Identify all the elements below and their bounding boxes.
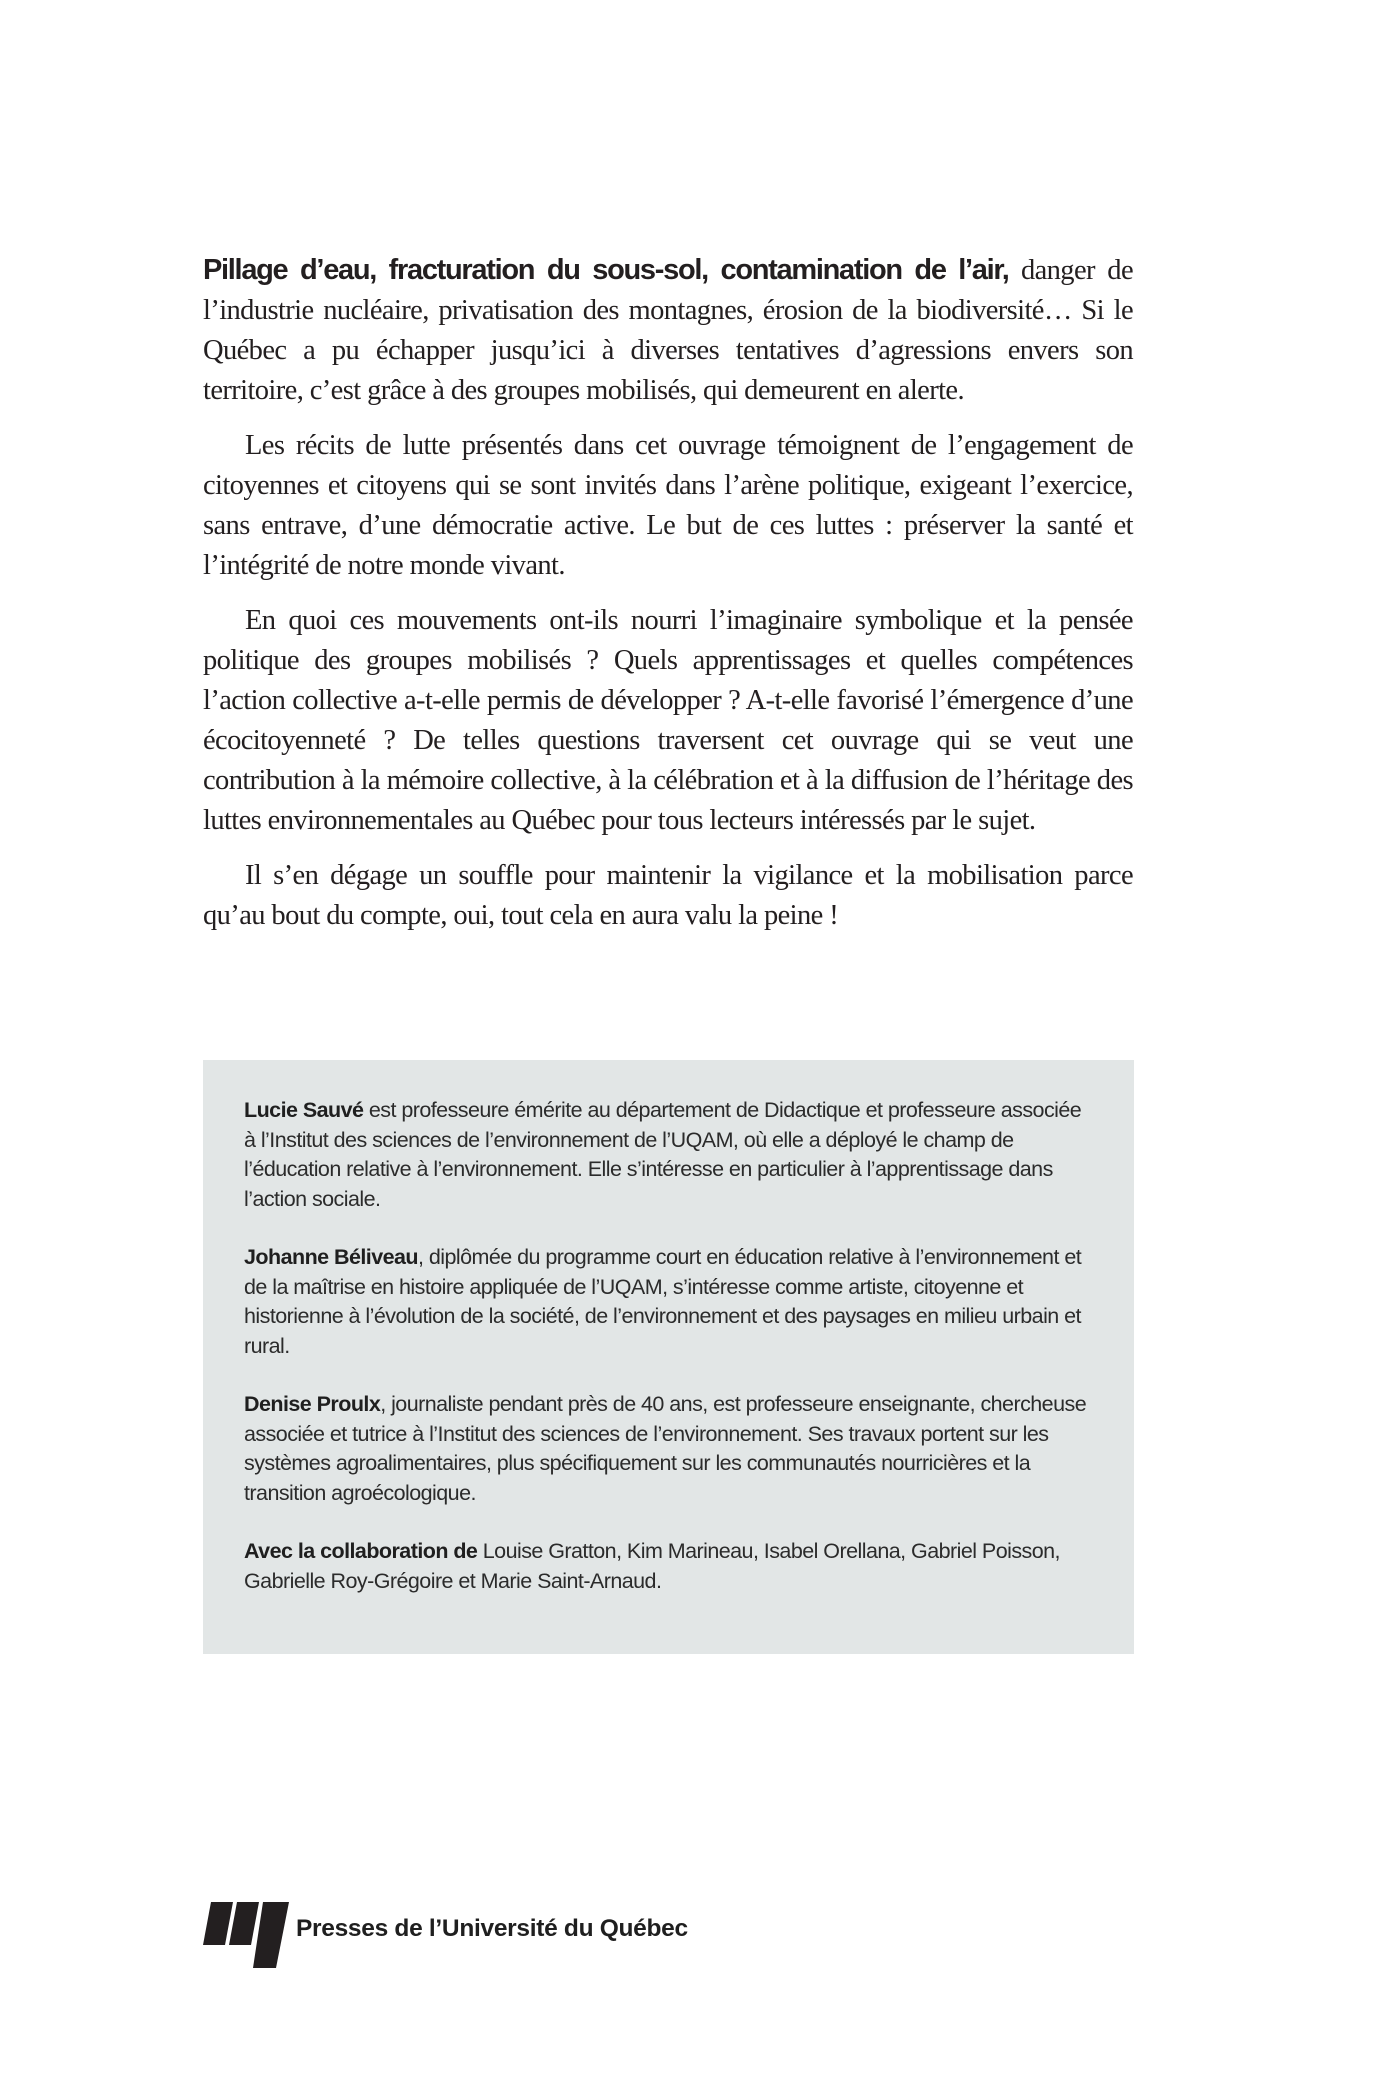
author-bio	[244, 1390, 1094, 1508]
intro-text: danger de l’industrie nucléaire, privatisation des montagnes, érosion de la biodiversité… Si le Québec a pu échapper jusqu’ici à diverses tentatives d’agressions envers son territoire, c’est grâce à des groupes mobilisés, qui demeurent en alerte.	[203, 255, 1133, 406]
author-description: , journaliste pendant près de 40 ans, est professeure enseignante, chercheuse associée et tutrice à l’Institut des sciences de l’environnement. Ses travaux portent sur les systèmes agroalimentaires, plus spécifiquement sur les communautés nourricières et la transition agroécologique.	[244, 1392, 1087, 1505]
author-bio	[244, 1096, 1094, 1214]
author-bio	[244, 1243, 1094, 1361]
paragraph: Il s’en dégage un souffle pour maintenir la vigilance et la mobilisation parce qu’au bout du compte, oui, tout cela en aura valu la peine !	[203, 860, 1133, 931]
author-bios-box	[203, 1060, 1134, 1654]
author-name: Johanne Béliveau	[244, 1245, 419, 1269]
collaborators	[244, 1537, 1094, 1596]
paragraph: En quoi ces mouvements ont-ils nourri l’imaginaire symbolique et la pensée politique des groupes mobilisés ? Quels apprentissages et quelles compétences l’action collective a-t-elle permis de développer ? A-t-elle favorisé l’émergence d’une écocitoyenneté ? De telles questions traversent cet ouvrage qui se veut une contribution à la mémoire collective, à la célébration et à la diffusion de l’héritage des luttes environnementales au Québec pour tous lecteurs intéressés par le sujet.	[203, 605, 1133, 836]
paragraph: Les récits de lutte présentés dans cet ouvrage témoignent de l’engagement de citoyennes et citoyens qui se sont invités dans l’arène politique, exigeant l’exercice, sans entrave, d’une démocratie active. Le but de ces luttes : préserver la santé et l’intégrité de notre monde vivant.	[203, 430, 1133, 581]
logo-bar-3	[253, 1902, 289, 1968]
publisher-name: Presses de l’Université du Québec	[296, 1915, 688, 1942]
author-name: Lucie Sauvé	[244, 1098, 364, 1122]
author-name: Denise Proulx	[244, 1392, 381, 1416]
lead-heading: Pillage d’eau, fracturation du sous-sol, contamination de l’air,	[203, 254, 1009, 286]
logo-bar-2	[229, 1902, 259, 1945]
author-description: est professeure émérite au département de Didactique et professeure associée à l’Institut des sciences de l’environnement de l’UQAM, où elle a déployé le champ de l’éducation relative à l’environnement. Elle s’intéresse en particulier à l’apprentissage dans l’action sociale.	[244, 1098, 1082, 1211]
puq-logo-icon	[203, 1900, 289, 1968]
logo-bar-1	[203, 1902, 233, 1945]
intro-paragraph	[203, 250, 1133, 411]
collaborators-list: Louise Gratton, Kim Marineau, Isabel Orellana, Gabriel Poisson, Gabrielle Roy-Grégoire et Marie Saint-Arnaud.	[244, 1539, 1060, 1593]
back-cover-text	[203, 250, 1133, 951]
author-description: , diplômée du programme court en éducation relative à l’environnement et de la maîtrise en histoire appliquée de l’UQAM, s’intéresse comme artiste, citoyenne et historienne à l’évolution de la société, de l’environnement et des paysages en milieu urbain et rural.	[244, 1245, 1082, 1358]
collaborators-label: Avec la collaboration de	[244, 1539, 478, 1563]
